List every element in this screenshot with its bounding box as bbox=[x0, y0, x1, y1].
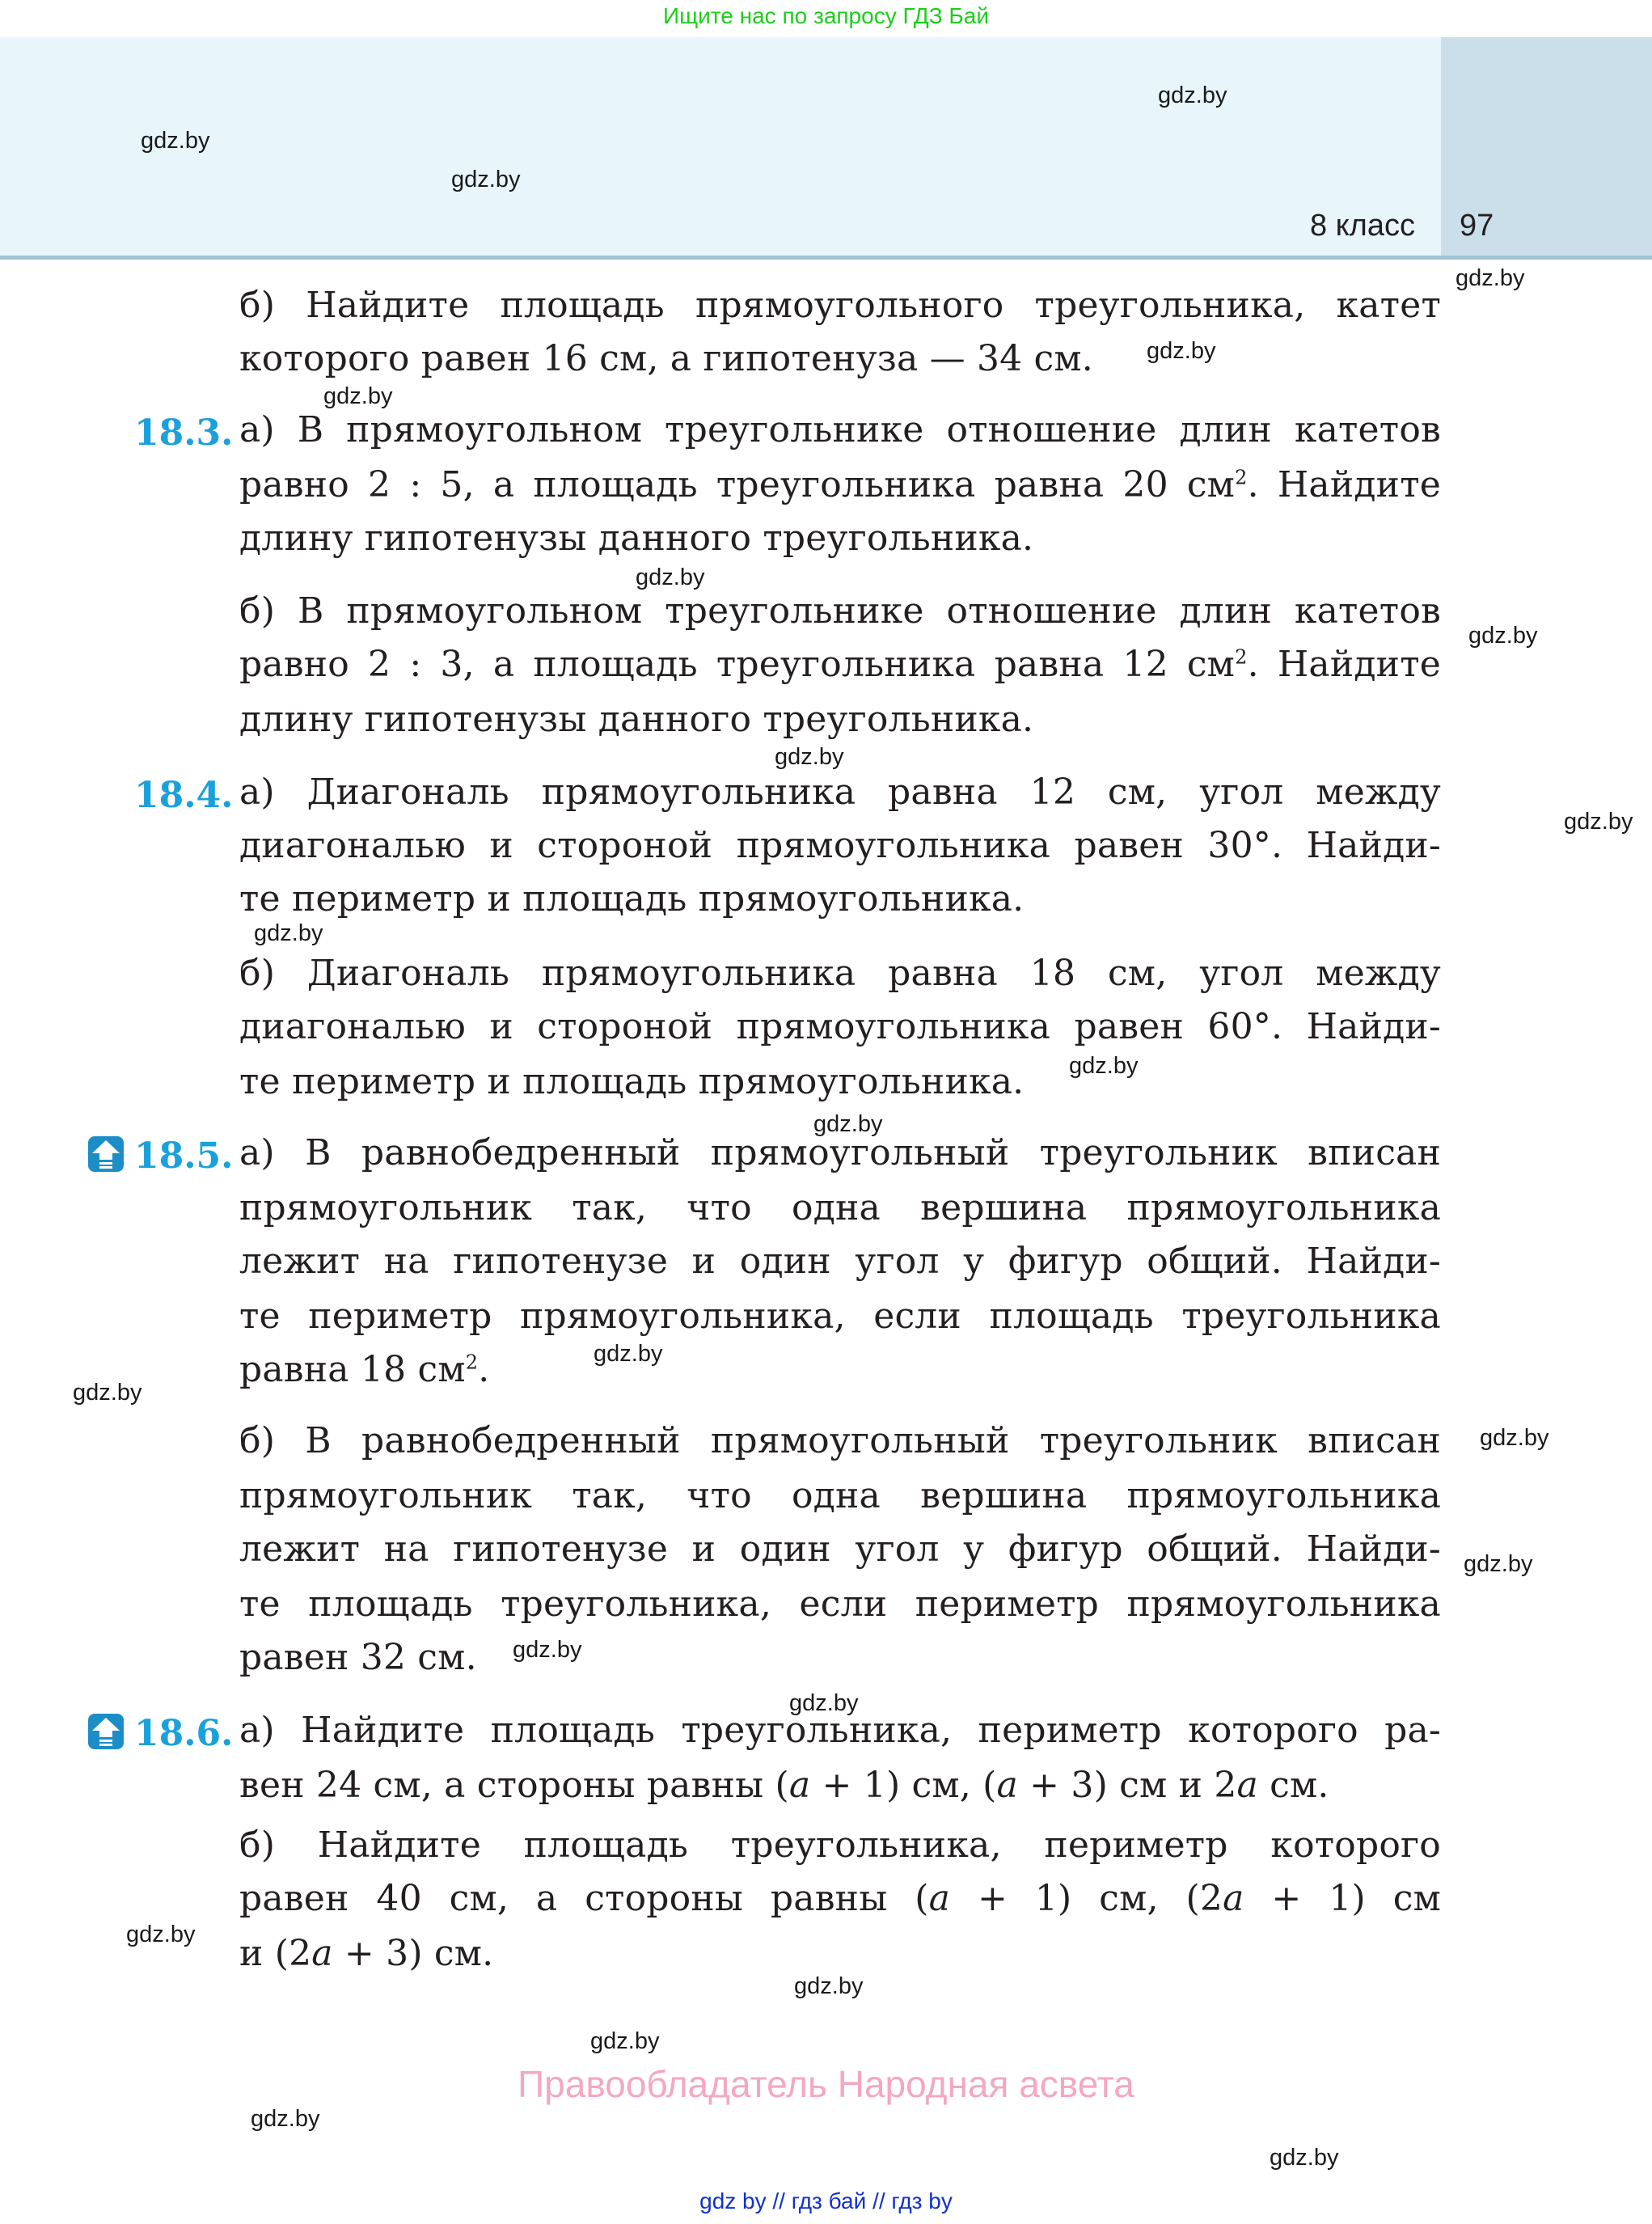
exercise-text-line: вен 24 см, а стороны равны (a + 1) см, (a + 3) см и 2a см. bbox=[239, 1765, 1329, 1806]
exercise-text-line: а) Найдите площадь треугольника, периметр которого ра- bbox=[239, 1710, 1441, 1751]
exercise-text-line: диагональю и стороной прямоугольника равен 60°. Найди- bbox=[239, 1006, 1441, 1047]
exercise-text-line: равно 2 : 3, а площадь треугольника равна 12 $см^2$. Найдите bbox=[239, 644, 1441, 685]
watermark: gdz.by bbox=[73, 1380, 142, 1406]
exercise-text-line: а) В равнобедренный прямоугольный треугольник вписан bbox=[239, 1132, 1441, 1173]
exercise-text-line: лежит на гипотенузе и один угол у фигур общий. Найди- bbox=[239, 1241, 1441, 1282]
watermark: gdz.by bbox=[1464, 1551, 1533, 1577]
exercise-text-line: б) В прямоугольном треугольнике отношение длин катетов bbox=[239, 590, 1441, 632]
level-up-icon bbox=[87, 1713, 125, 1750]
exercise-number: 18.3. bbox=[134, 412, 234, 454]
watermark: gdz.by bbox=[789, 1690, 859, 1716]
exercise-text-line: а) В прямоугольном треугольнике отношение длин катетов bbox=[239, 409, 1441, 450]
watermark: gdz.by bbox=[594, 1341, 663, 1367]
watermark: gdz.by bbox=[1147, 338, 1216, 364]
exercise-text-line: равно 2 : 5, а площадь треугольника равна 20 $см^2$. Найдите bbox=[239, 464, 1441, 505]
exercise-text-line: те периметр и площадь прямоугольника. bbox=[239, 878, 1025, 920]
exercise-text-line: равна 18 $см^2$. bbox=[239, 1349, 490, 1390]
watermark: gdz.by bbox=[636, 564, 705, 590]
exercise-number: 18.6. bbox=[134, 1713, 234, 1754]
exercise-number: 18.5. bbox=[134, 1135, 234, 1177]
exercise-text-line: прямоугольник так, что одна вершина прямоугольника bbox=[239, 1475, 1441, 1516]
watermark: gdz.by bbox=[1270, 2145, 1339, 2171]
watermark: gdz.by bbox=[1456, 265, 1525, 291]
exercise-text-line: те периметр и площадь прямоугольника. bbox=[239, 1061, 1025, 1102]
level-up-icon bbox=[87, 1135, 125, 1173]
watermark: gdz.by bbox=[451, 167, 521, 192]
exercise-text-line: а) Диагональ прямоугольника равна 12 см, угол между bbox=[239, 772, 1441, 813]
exercise-text-line: б) Найдите площадь треугольника, периметр которого bbox=[239, 1824, 1441, 1866]
watermark: gdz.by bbox=[794, 1973, 864, 1999]
watermark: gdz.by bbox=[323, 383, 393, 409]
watermark: gdz.by bbox=[813, 1111, 883, 1137]
exercise-text-line: лежит на гипотенузе и один угол у фигур общий. Найди- bbox=[239, 1528, 1441, 1570]
exercise-text-line: диагональю и стороной прямоугольника равен 30°. Найди- bbox=[239, 825, 1441, 866]
exercise-number: 18.4. bbox=[134, 775, 234, 816]
watermark: gdz.by bbox=[1069, 1053, 1139, 1079]
exercise-text-line: длину гипотенузы данного треугольника. bbox=[239, 518, 1034, 559]
exercise-text-line: те площадь треугольника, если периметр прямоугольника bbox=[239, 1583, 1441, 1625]
exercise-text-line: равен 32 см. bbox=[239, 1637, 477, 1678]
watermark: gdz.by bbox=[1564, 809, 1633, 835]
watermark: gdz.by bbox=[1468, 623, 1538, 649]
exercise-text-line: прямоугольник так, что одна вершина прямоугольника bbox=[239, 1187, 1441, 1228]
exercise-text-line: б) Найдите площадь прямоугольного треугольника, катет bbox=[239, 285, 1441, 326]
exercise-text-line: длину гипотенузы данного треугольника. bbox=[239, 699, 1034, 740]
exercise-text-line: которого равен 16 см, а гипотенуза — 34 см. bbox=[239, 338, 1093, 379]
exercise-text-line: и (2a + 3) см. bbox=[239, 1933, 494, 1974]
watermark: gdz.by bbox=[1480, 1425, 1549, 1451]
watermark: gdz.by bbox=[126, 1922, 196, 1947]
search-hint-banner: Ищите нас по запросу ГДЗ Бай bbox=[662, 3, 990, 28]
header-divider bbox=[0, 256, 1652, 260]
watermark: gdz.by bbox=[141, 128, 210, 154]
grade-label: 8 класс bbox=[1309, 209, 1415, 243]
watermark: gdz.by bbox=[254, 920, 323, 946]
copyright-notice: Правообладатель Народная асвета bbox=[518, 2063, 1134, 2105]
watermark: gdz.by bbox=[513, 1637, 582, 1663]
watermark: gdz.by bbox=[775, 744, 844, 770]
footer-links[interactable]: gdz by // гдз бай // гдз by bbox=[699, 2188, 953, 2213]
page-number: 97 bbox=[1460, 209, 1494, 243]
exercise-text-line: б) В равнобедренный прямоугольный треугольник вписан bbox=[239, 1420, 1441, 1461]
exercise-text-line: равен 40 см, а стороны равны (a + 1) см, (2a + 1) см bbox=[239, 1878, 1441, 1919]
watermark: gdz.by bbox=[251, 2106, 320, 2132]
exercise-text-line: б) Диагональ прямоугольника равна 18 см, угол между bbox=[239, 953, 1441, 994]
exercise-text-line: те периметр прямоугольника, если площадь треугольника bbox=[239, 1296, 1441, 1337]
watermark: gdz.by bbox=[1158, 82, 1227, 108]
watermark: gdz.by bbox=[590, 2028, 660, 2054]
